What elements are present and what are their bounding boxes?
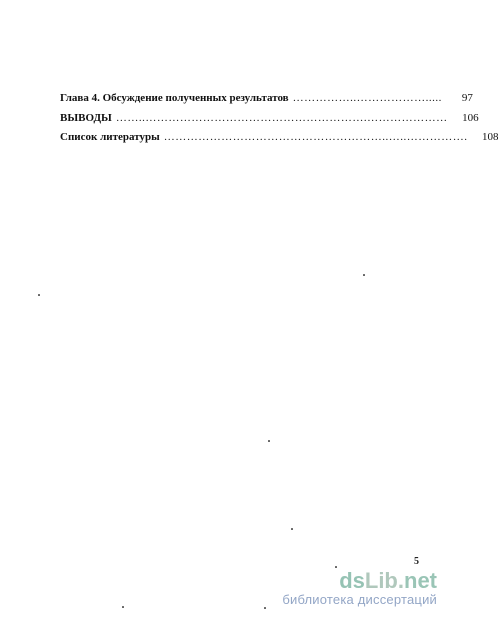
dslib-watermark [282, 570, 437, 607]
dslib-logo [282, 570, 437, 592]
page-number: 5 [414, 556, 419, 567]
scan-speck [363, 274, 365, 276]
scan-speck [38, 294, 40, 296]
scan-speck [335, 566, 337, 568]
toc-leader-dots: ……………..………………..... [292, 92, 442, 104]
toc-entry-title: Список литературы [60, 131, 160, 143]
toc-leader-dots: ……..………………………………………………….………………… [115, 111, 448, 124]
toc-leader-dots: …………………………………………………..…..……………. [163, 131, 468, 143]
toc-entry-page: 108 [481, 131, 498, 143]
watermark-subtitle: библиотека диссертаций [282, 592, 437, 607]
scan-speck [122, 606, 124, 608]
scan-speck [268, 440, 270, 442]
toc-entry-page: 106 [462, 111, 479, 124]
toc-entry-conclusions [60, 111, 479, 124]
table-of-contents [60, 92, 498, 152]
logo-lib: Lib [364, 568, 398, 593]
logo-dot: . [397, 568, 404, 593]
toc-entry-references [60, 131, 498, 143]
toc-entry-page: 97 [461, 92, 473, 104]
toc-entry-title: Глава 4. Обсуждение полученных результатов [60, 92, 289, 104]
logo-net: net [404, 568, 437, 593]
scan-speck [291, 528, 293, 530]
toc-entry-title: ВЫВОДЫ [60, 111, 112, 124]
toc-entry-chapter-4 [60, 92, 473, 104]
scan-speck [264, 607, 266, 609]
logo-ds: ds [339, 568, 365, 593]
